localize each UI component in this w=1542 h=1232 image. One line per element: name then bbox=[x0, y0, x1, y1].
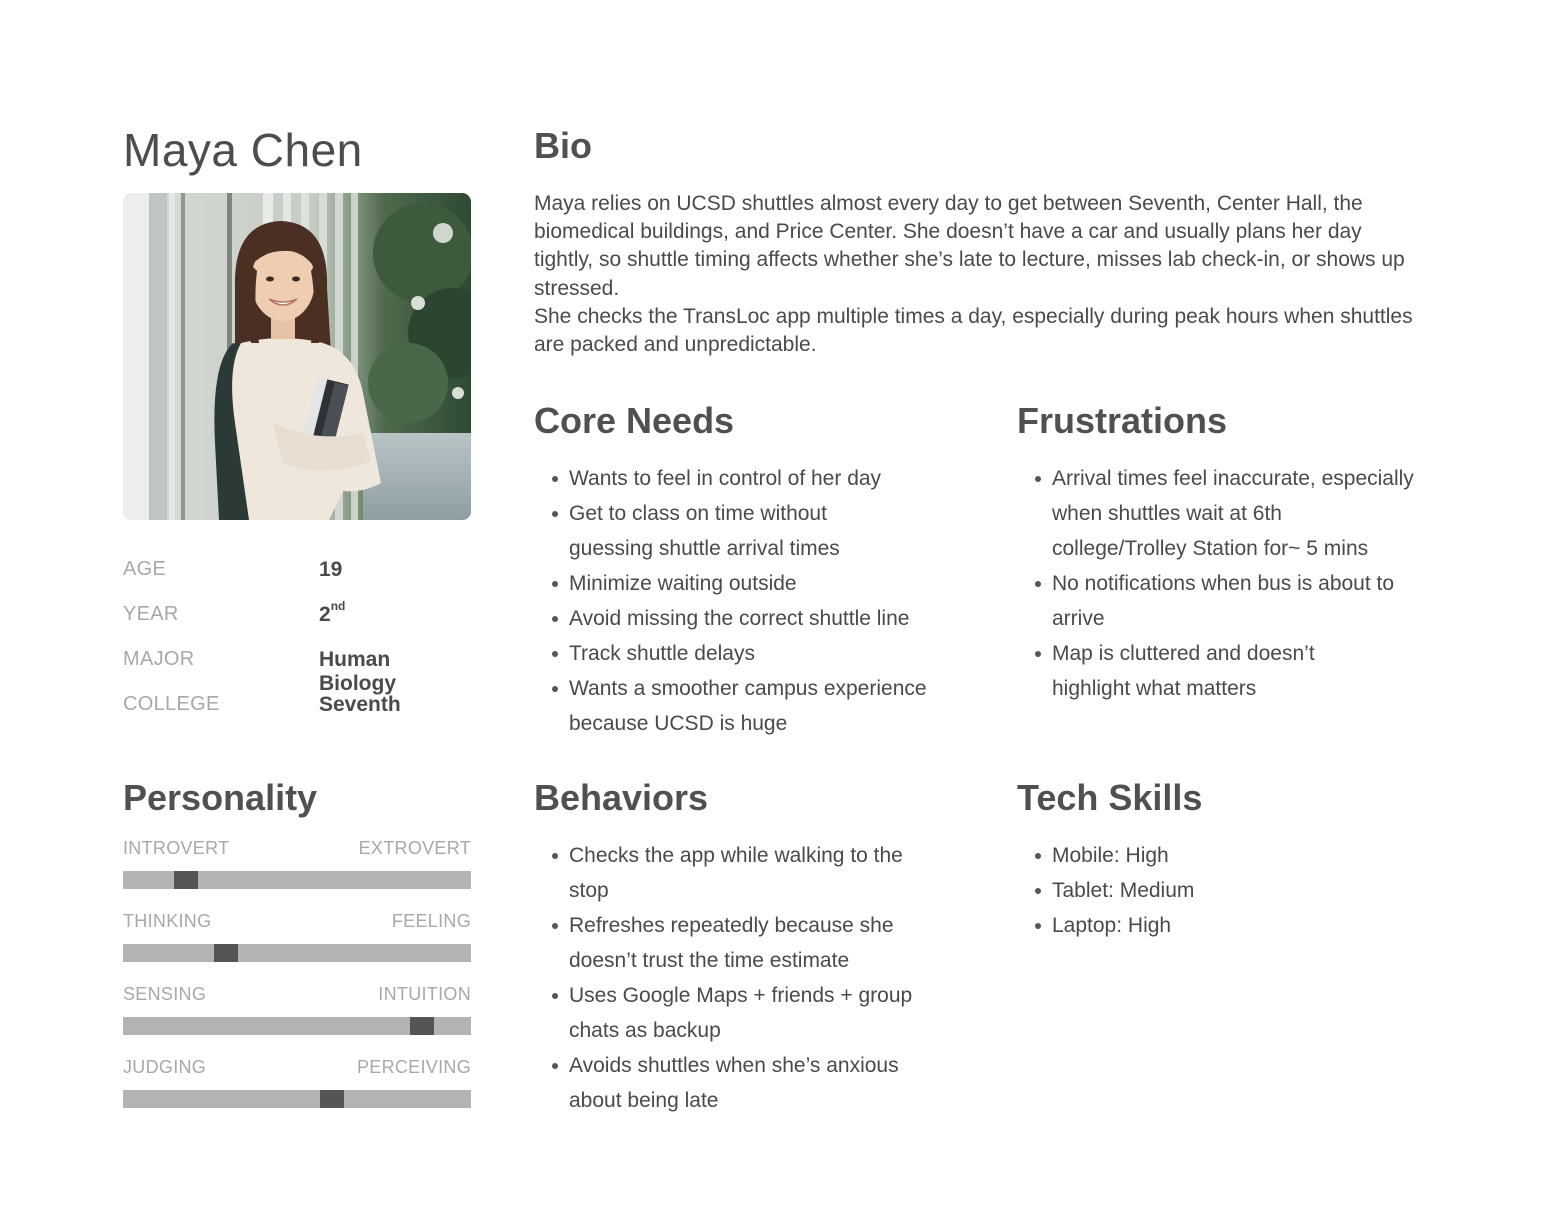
stat-row-college bbox=[123, 693, 471, 738]
behaviors-list bbox=[534, 838, 944, 1118]
bio-text bbox=[534, 190, 1424, 359]
trait-marker bbox=[174, 871, 198, 889]
trait-right-label: EXTROVERT bbox=[358, 838, 471, 858]
trait-scale-bar bbox=[123, 1090, 471, 1108]
list-item: Avoid missing the correct shuttle line bbox=[534, 601, 944, 636]
list-item: Avoids shuttles when she’s anxious about being late bbox=[534, 1048, 939, 1118]
trait-marker bbox=[320, 1090, 344, 1108]
trait-marker bbox=[410, 1017, 434, 1035]
trait-scale-bar bbox=[123, 871, 471, 889]
list-item: Checks the app while walking to the stop bbox=[534, 838, 939, 908]
trait-right-label: INTUITION bbox=[378, 984, 471, 1004]
stat-label: MAJOR bbox=[123, 648, 195, 670]
stat-row-year bbox=[123, 599, 471, 648]
trait-introvert-extrovert bbox=[123, 838, 471, 911]
list-item: Wants to feel in control of her day bbox=[534, 461, 944, 496]
trait-right-label: PERCEIVING bbox=[356, 1057, 471, 1077]
trait-judging-perceiving bbox=[123, 1057, 471, 1130]
tech-skills-title: Tech Skills bbox=[1017, 777, 1203, 818]
stat-label: YEAR bbox=[123, 603, 179, 625]
tech-skills-section bbox=[1017, 776, 1427, 943]
trait-left-label: THINKING bbox=[123, 911, 212, 931]
core-needs-list bbox=[534, 461, 944, 741]
stat-value-text: Human Biology bbox=[319, 648, 396, 695]
list-item: Arrival times feel inaccurate, especially when shuttles wait at 6th college/Trolley Station for~ 5 mins bbox=[1017, 461, 1422, 566]
stat-value-text: Seventh bbox=[319, 693, 401, 716]
persona-photo bbox=[123, 193, 471, 520]
trait-left-label: JUDGING bbox=[123, 1057, 207, 1077]
bio-section bbox=[534, 124, 1424, 359]
stat-value bbox=[319, 558, 342, 582]
profile-column bbox=[123, 120, 471, 716]
stat-label: COLLEGE bbox=[123, 693, 220, 715]
trait-right-label: FEELING bbox=[391, 911, 471, 931]
trait-thinking-feeling bbox=[123, 911, 471, 984]
frustrations-title: Frustrations bbox=[1017, 400, 1228, 441]
list-item: Wants a smoother campus experience because UCSD is huge bbox=[534, 671, 929, 741]
persona-stats bbox=[123, 558, 471, 738]
frustrations-list bbox=[1017, 461, 1427, 706]
bio-paragraph: Maya relies on UCSD shuttles almost every day to get between Seventh, Center Hall, the biomedical buildings, and Price Center. She doesn’t have a car and usually plans her day tightly, so shuttle timing affects whether she’s late to lecture, misses lab check-in, or shows up stressed. bbox=[534, 192, 1405, 300]
trait-scale-bar bbox=[123, 944, 471, 962]
core-needs-section bbox=[534, 399, 944, 741]
stat-value bbox=[319, 599, 346, 627]
persona-name: Maya Chen bbox=[123, 124, 363, 176]
list-item: Map is cluttered and doesn’t highlight what matters bbox=[1017, 636, 1372, 706]
trait-scale-bar bbox=[123, 1017, 471, 1035]
personality-title: Personality bbox=[123, 777, 318, 818]
list-item: Uses Google Maps + friends + group chats as backup bbox=[534, 978, 949, 1048]
list-item: Tablet: Medium bbox=[1017, 873, 1427, 908]
stat-row-age bbox=[123, 558, 471, 603]
trait-marker bbox=[214, 944, 238, 962]
frustrations-section bbox=[1017, 399, 1427, 706]
trait-left-label: INTROVERT bbox=[123, 838, 230, 858]
core-needs-title: Core Needs bbox=[534, 400, 735, 441]
bio-paragraph: She checks the TransLoc app multiple times a day, especially during peak hours when shuttles are packed and unpredictable. bbox=[534, 304, 1413, 357]
trait-sensing-intuition bbox=[123, 984, 471, 1057]
stat-value bbox=[319, 648, 471, 696]
list-item: Track shuttle delays bbox=[534, 636, 944, 671]
stat-value bbox=[319, 693, 401, 717]
behaviors-title: Behaviors bbox=[534, 777, 709, 818]
trait-left-label: SENSING bbox=[123, 984, 207, 1004]
list-item: Mobile: High bbox=[1017, 838, 1427, 873]
bio-title: Bio bbox=[534, 125, 592, 166]
stat-label: AGE bbox=[123, 558, 167, 580]
personality-section bbox=[123, 776, 471, 1130]
tech-skills-list bbox=[1017, 838, 1427, 943]
list-item: No notifications when bus is about to arrive bbox=[1017, 566, 1427, 636]
list-item: Laptop: High bbox=[1017, 908, 1427, 943]
stat-value-suffix: nd bbox=[330, 599, 346, 613]
list-item: Minimize waiting outside bbox=[534, 566, 944, 601]
stat-value-text: 19 bbox=[319, 558, 343, 581]
list-item: Get to class on time without guessing shuttle arrival times bbox=[534, 496, 869, 566]
list-item: Refreshes repeatedly because she doesn’t trust the time estimate bbox=[534, 908, 929, 978]
stat-value-text: 2 bbox=[319, 603, 331, 626]
behaviors-section bbox=[534, 776, 944, 1118]
stat-row-major bbox=[123, 648, 471, 693]
